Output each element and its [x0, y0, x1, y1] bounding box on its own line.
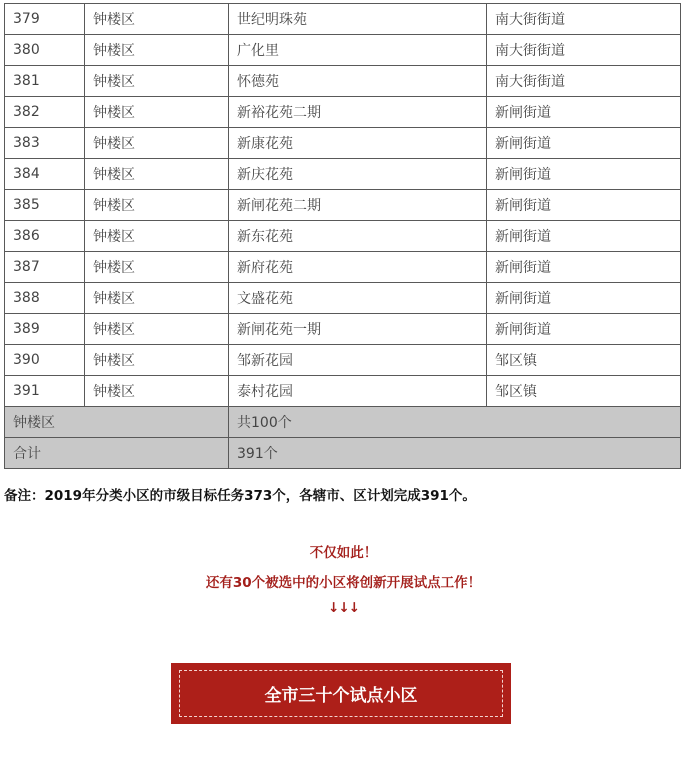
- community-table: [4, 3, 681, 469]
- table-row: [5, 66, 681, 97]
- community-name-cell: 怀德苑: [229, 66, 487, 97]
- street-cell: 邹区镇: [487, 376, 681, 407]
- row-number: 385: [5, 190, 85, 221]
- row-number: 384: [5, 159, 85, 190]
- table-row: [5, 190, 681, 221]
- community-name-cell: 广化里: [229, 35, 487, 66]
- street-cell: 新闸街道: [487, 190, 681, 221]
- row-number: 391: [5, 376, 85, 407]
- community-name-cell: 邹新花园: [229, 345, 487, 376]
- promo-headline: 不仅如此！: [309, 545, 378, 561]
- down-arrows-icon: ↓↓↓: [328, 600, 359, 616]
- table-row: [5, 345, 681, 376]
- district-subtotal-row: [5, 407, 681, 438]
- community-name-cell: 文盛花苑: [229, 283, 487, 314]
- district-cell: 钟楼区: [85, 128, 229, 159]
- row-number: 381: [5, 66, 85, 97]
- table-body: [5, 4, 681, 469]
- district-cell: 钟楼区: [85, 35, 229, 66]
- subtotal-value: 共100个: [229, 407, 681, 438]
- community-name-cell: 新裕花苑二期: [229, 97, 487, 128]
- district-cell: 钟楼区: [85, 314, 229, 345]
- table-row: [5, 4, 681, 35]
- promo-subline: 还有30个被选中的小区将创新开展试点工作！: [205, 575, 482, 591]
- table-row: [5, 97, 681, 128]
- street-cell: 新闸街道: [487, 97, 681, 128]
- street-cell: 南大街街道: [487, 35, 681, 66]
- row-number: 386: [5, 221, 85, 252]
- street-cell: 新闸街道: [487, 128, 681, 159]
- table-row: [5, 35, 681, 66]
- table-row: [5, 314, 681, 345]
- district-cell: 钟楼区: [85, 4, 229, 35]
- table-row: [5, 221, 681, 252]
- district-cell: 钟楼区: [85, 221, 229, 252]
- row-number: 382: [5, 97, 85, 128]
- district-cell: 钟楼区: [85, 283, 229, 314]
- row-number: 390: [5, 345, 85, 376]
- street-cell: 新闸街道: [487, 221, 681, 252]
- community-name-cell: 新府花苑: [229, 252, 487, 283]
- district-cell: 钟楼区: [85, 345, 229, 376]
- total-value: 391个: [229, 438, 681, 469]
- community-table-container: [4, 3, 680, 469]
- row-number: 383: [5, 128, 85, 159]
- row-number: 380: [5, 35, 85, 66]
- district-cell: 钟楼区: [85, 190, 229, 221]
- street-cell: 南大街街道: [487, 66, 681, 97]
- row-number: 389: [5, 314, 85, 345]
- district-cell: 钟楼区: [85, 252, 229, 283]
- pilot-button-dashed-frame: [179, 670, 503, 717]
- table-row: [5, 283, 681, 314]
- grand-total-row: [5, 438, 681, 469]
- table-row: [5, 252, 681, 283]
- pilot-button-label: 全市三十个试点小区: [264, 686, 418, 706]
- street-cell: 南大街街道: [487, 4, 681, 35]
- table-row: [5, 376, 681, 407]
- community-name-cell: 泰村花园: [229, 376, 487, 407]
- street-cell: 新闸街道: [487, 159, 681, 190]
- street-cell: 新闸街道: [487, 283, 681, 314]
- district-cell: 钟楼区: [85, 66, 229, 97]
- district-cell: 钟楼区: [85, 97, 229, 128]
- street-cell: 新闸街道: [487, 252, 681, 283]
- remark-note: 备注：2019年分类小区的市级目标任务373个，各辖市、区计划完成391个。: [4, 488, 476, 504]
- table-row: [5, 159, 681, 190]
- subtotal-label: 钟楼区: [5, 407, 229, 438]
- street-cell: 新闸街道: [487, 314, 681, 345]
- total-label: 合计: [5, 438, 229, 469]
- community-name-cell: 世纪明珠苑: [229, 4, 487, 35]
- community-name-cell: 新庆花苑: [229, 159, 487, 190]
- community-name-cell: 新闸花苑一期: [229, 314, 487, 345]
- pilot-communities-button[interactable]: [171, 663, 511, 724]
- table-row: [5, 128, 681, 159]
- community-name-cell: 新东花苑: [229, 221, 487, 252]
- district-cell: 钟楼区: [85, 159, 229, 190]
- row-number: 387: [5, 252, 85, 283]
- community-name-cell: 新康花苑: [229, 128, 487, 159]
- community-name-cell: 新闸花苑二期: [229, 190, 487, 221]
- row-number: 388: [5, 283, 85, 314]
- row-number: 379: [5, 4, 85, 35]
- district-cell: 钟楼区: [85, 376, 229, 407]
- street-cell: 邹区镇: [487, 345, 681, 376]
